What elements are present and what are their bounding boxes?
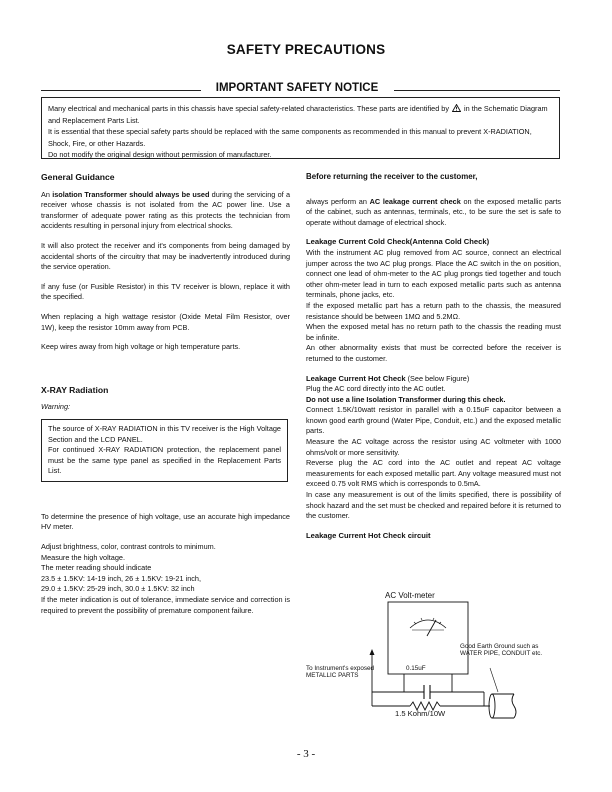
meter-scale (410, 620, 446, 628)
general-guidance-heading: General Guidance (41, 172, 115, 182)
xray-warning-label: Warning: (41, 402, 71, 412)
cold-paragraph-1: With the instrument AC plug removed from AC source, connect an electrical jumper across the two AC plug prongs. Place the AC switch in the on position, connect one lead of ohm-meter to the AC plug prongs tied together and touch other ohm-meter lead in turn to each exposed metallic parts such as antenna terminals, phone jacks, etc. (306, 247, 561, 300)
notice-text: Many electrical and mechanical parts in this chassis have special safety-related characteristics. These parts are identified by (48, 104, 449, 113)
hot-line-1: Plug the AC cord directly into the AC outlet. (306, 384, 446, 394)
pipe (512, 694, 516, 718)
metallic-parts-label: To Instrument's exposed METALLIC PARTS (306, 665, 375, 680)
cold-paragraph-3: When the exposed metal has no return path to the chassis the reading must be infinite. (306, 322, 561, 342)
text-run: An (41, 189, 53, 199)
notice-paragraph-1 (48, 103, 553, 126)
before-paragraph (306, 197, 561, 229)
xray-line-1: Adjust brightness, color, contrast controls to minimum. (41, 542, 216, 552)
xray-warning-box (41, 419, 288, 482)
resistor-label: 1.5 Kohm/10W (395, 709, 446, 718)
hot-paragraph-2: Measure the AC voltage across the resistor using AC voltmeter with 1000 ohms/volt or more sensitivity. (306, 437, 561, 457)
notice-heading: IMPORTANT SAFETY NOTICE (215, 82, 379, 94)
hot-paragraph-4: In case any measurement is out of the limits specified, there is possibility of shock hazard and the set must be checked and repaired before it is returned to the customer. (306, 490, 561, 521)
capacitor-label: 0.15uF (406, 665, 426, 672)
xray-line-6: If the meter indication is out of tolerance, immediate service and correction is required to prevent the possibility of premature component failure. (41, 595, 290, 615)
hot-paragraph-1: Connect 1.5K/10watt resistor in parallel with a 0.15uF capacitor between a known good earth ground (Water Pipe, Conduit, etc.) and the exposed metallic parts. (306, 405, 561, 436)
text-run-bold: AC leakage current check (369, 196, 461, 206)
ground-label: Good Earth Ground such as WATER PIPE, CONDUIT etc. (460, 643, 543, 658)
cold-paragraph-4: An other abnormality exists that must be corrected before the receiver is returned to the customer. (306, 343, 561, 363)
meter-needle (427, 620, 436, 636)
page-title: SAFETY PRECAUTIONS (226, 42, 386, 57)
page-number: - 3 - (296, 748, 316, 760)
general-paragraph-2: It will also protect the receiver and it's components from being damaged by accidental shorts of the circuitry that may be inadvertently introduced during the service operation. (41, 240, 290, 272)
text-run-bold: Leakage Current Hot Check (306, 373, 406, 383)
xray-paragraph-1: To determine the presence of high voltage, use an accurate high impedance HV meter. (41, 511, 290, 532)
text-run: always perform an (306, 196, 370, 206)
xray-box-paragraph-1: The source of X-RAY RADIATION in this TV receiver is the High Voltage Section and the LCD PANEL. (48, 423, 281, 444)
notice-text: in the Schematic Diagram and Replacement Parts List. (48, 104, 548, 126)
hot-line-2: Do not use a line Isolation Transformer during this check. (306, 394, 506, 404)
warning-triangle-icon (452, 104, 461, 115)
cold-check-heading: Leakage Current Cold Check(Antenna Cold Check) (306, 237, 490, 247)
text-run: (See below Figure) (405, 373, 470, 383)
text-run: during the servicing of a receiver whose chassis is not isolated from the AC power line. Use a transformer of adequate power rating as this protects the technician from accidents resulting in personal injury from electrical shocks. (41, 189, 291, 231)
notice-paragraph-2: It is essential that these special safety parts should be replaced with the same components as recommended in this manual to prevent X-RADIATION, Shock, Fire, or other Hazards. (48, 127, 532, 148)
notice-rule-left (41, 90, 201, 91)
notice-paragraph-3: Do not modify the original design without permission of manufacturer. (48, 149, 272, 159)
xray-line-3: The meter reading should indicate (41, 563, 152, 573)
general-paragraph-5: Keep wires away from high voltage or high temperature parts. (41, 342, 241, 352)
hot-paragraph-3: Reverse plug the AC cord into the AC outlet and repeat AC voltage measurements for each exposed metallic part. Any voltage measured must not exceed 0.75 volt RMS which is corresponds to 0.5mA. (306, 458, 561, 489)
left-column (41, 172, 290, 616)
general-paragraph-1 (41, 190, 290, 232)
xray-box-paragraph-2: For continued X-RAY RADIATION protection, the replacement panel must be the same type panel as specified in the Replacement Parts List. (48, 445, 281, 476)
text-run-bold: isolation Transformer should always be used (52, 189, 210, 199)
notice-box (41, 97, 560, 159)
xray-line-4: 23.5 ± 1.5KV: 14-19 inch, 26 ± 1.5KV: 19-21 inch, (41, 573, 201, 583)
general-paragraph-4: When replacing a high wattage resistor (Oxide Metal Film Resistor, over 1W), keep the resistor 10mm away from PCB. (41, 311, 290, 332)
probe-arrow (370, 649, 375, 655)
general-paragraph-3: If any fuse (or Fusible Resistor) in this TV receiver is blown, replace it with the specified. (41, 281, 290, 302)
hot-check-heading (306, 374, 561, 385)
text-run: on the exposed metallic parts of the cabinet, such as antennas, terminals, etc., to be sure the set is safe to operate without damage of electrical shock. (306, 196, 561, 227)
hot-check-circuit-diagram (300, 582, 562, 732)
xray-heading: X-RAY Radiation (41, 384, 109, 395)
right-column (306, 172, 561, 541)
circuit-heading: Leakage Current Hot Check circuit (306, 530, 431, 540)
cold-paragraph-2: If the exposed metallic part has a return path to the chassis, the measured resistance should be between 1MΩ and 5.2MΩ. (306, 300, 561, 321)
xray-line-5: 29.0 ± 1.5KV: 25-29 inch, 30.0 ± 1.5KV: 32 inch (41, 584, 195, 594)
notice-rule-right (394, 90, 560, 91)
voltmeter-box (388, 602, 468, 674)
before-return-heading: Before returning the receiver to the customer, (306, 172, 478, 181)
voltmeter-label: AC Volt-meter (385, 591, 435, 600)
xray-line-2: Measure the high voltage. (41, 552, 125, 562)
